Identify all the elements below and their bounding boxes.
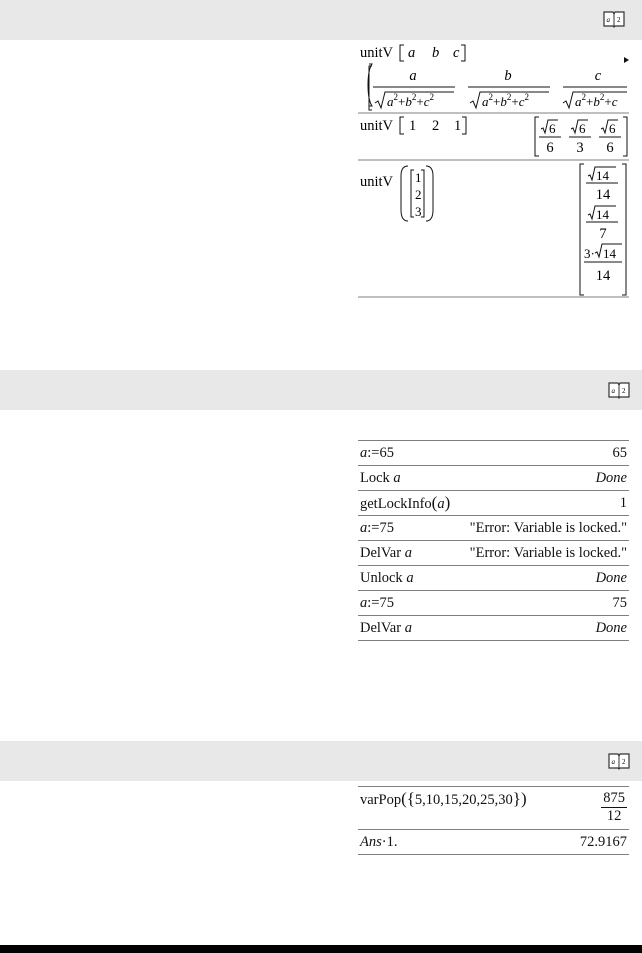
catalog-book-icon [603, 10, 625, 28]
catalog-book-icon [608, 752, 630, 770]
lock-row-4 [358, 540, 629, 565]
svg-text:a2+b2+c: $a^2+b^2+c$ [575, 92, 618, 109]
lock-row-output: Done [595, 470, 627, 486]
varpop-output-denominator: 12 [606, 808, 622, 824]
section-header-varpop [0, 741, 642, 781]
lock-row-output: "Error: Variable is locked." [469, 545, 627, 561]
ex1-out-num-b: b [504, 68, 512, 84]
varpop-row-output [601, 790, 627, 825]
lock-row-5 [358, 565, 629, 590]
ex3-out-den-3: 14 [595, 268, 611, 284]
varpop-row-input: Ans·1. [360, 834, 398, 850]
ex3-out-num-3: 14 [603, 246, 616, 261]
lock-row-output: Done [595, 620, 627, 636]
svg-text:3·: 3· [584, 246, 595, 261]
unitv-examples-panel [358, 40, 629, 298]
ex2-input-1: 1 [409, 118, 417, 134]
varpop-row-input: varPop({5,10,15,20,25,30}) [360, 789, 527, 808]
ex1-input-a: a [408, 45, 416, 61]
ex3-input-2: 2 [415, 187, 422, 202]
ex1-out-num-c: c [594, 68, 602, 84]
lock-row-output: 65 [612, 445, 627, 461]
lock-row-input: Unlock a [360, 570, 414, 586]
lock-row-output: "Error: Variable is locked." [469, 520, 627, 536]
lock-row-input: getLockInfo(a) [360, 493, 451, 512]
svg-text:a: a [611, 387, 615, 395]
section-header-lock [0, 370, 642, 410]
lock-row-input: DelVar a [360, 545, 412, 561]
svg-text:a: a [611, 758, 615, 766]
lock-examples-panel [358, 440, 629, 641]
ex3-input-fn: unitV [360, 174, 394, 190]
svg-text:2: 2 [622, 387, 626, 395]
lock-row-7 [358, 615, 629, 641]
ex3-input-1: 1 [415, 170, 422, 185]
varpop-output-numerator: 875 [603, 790, 625, 806]
svg-text:2: 2 [617, 16, 621, 24]
ex2-out-den-2: 3 [576, 140, 584, 156]
page-bottom-rule [0, 945, 642, 953]
lock-row-output: 1 [619, 495, 627, 511]
ex3-out-num-2: 14 [596, 207, 609, 222]
ex2-out-num-1: 6 [549, 121, 556, 136]
lock-row-input: a:=65 [360, 445, 394, 461]
svg-text:a2+b2+c2: $a^2+b^2+c^2$ [482, 92, 529, 109]
varpop-examples-panel [358, 786, 629, 855]
lock-row-input: a:=75 [360, 595, 394, 611]
svg-text:2: 2 [622, 758, 626, 766]
ex2-out-den-1: 6 [546, 140, 554, 156]
ex2-out-num-2: 6 [579, 121, 586, 136]
lock-row-1 [358, 465, 629, 490]
varpop-row-1 [358, 829, 629, 855]
ex1-out-num-a: a [409, 68, 417, 84]
ex3-out-den-1: 14 [595, 187, 611, 203]
lock-row-3 [358, 515, 629, 540]
ex1-input-c: c [453, 45, 460, 61]
ex2-input-3: 1 [454, 118, 462, 134]
catalog-book-icon [608, 381, 630, 399]
lock-row-input: a:=75 [360, 520, 394, 536]
lock-row-2 [358, 490, 629, 515]
ex3-out-num-1: 14 [596, 168, 609, 183]
ex3-out-den-2: 7 [599, 226, 607, 242]
svg-text:a: a [606, 16, 610, 24]
lock-row-input: DelVar a [360, 620, 412, 636]
ex1-input-fn: unitV [360, 45, 394, 61]
ex2-input-fn: unitV [360, 118, 394, 134]
varpop-row-0 [358, 786, 629, 829]
ex2-input-2: 2 [432, 118, 440, 134]
section-header-unitv [0, 0, 642, 40]
lock-row-input: Lock a [360, 470, 401, 486]
lock-row-output: Done [595, 570, 627, 586]
ex3-input-3: 3 [415, 204, 422, 219]
lock-row-output: 75 [612, 595, 627, 611]
ex2-out-den-3: 6 [606, 140, 614, 156]
lock-row-6 [358, 590, 629, 615]
lock-row-0 [358, 440, 629, 465]
ex2-out-num-3: 6 [609, 121, 616, 136]
unitv-math-display [358, 40, 629, 298]
varpop-row-output: 72.9167 [579, 834, 627, 850]
svg-text:a2+b2+c2: $a^2+b^2+c^2$ [387, 92, 434, 109]
ex1-input-b: b [432, 45, 440, 61]
